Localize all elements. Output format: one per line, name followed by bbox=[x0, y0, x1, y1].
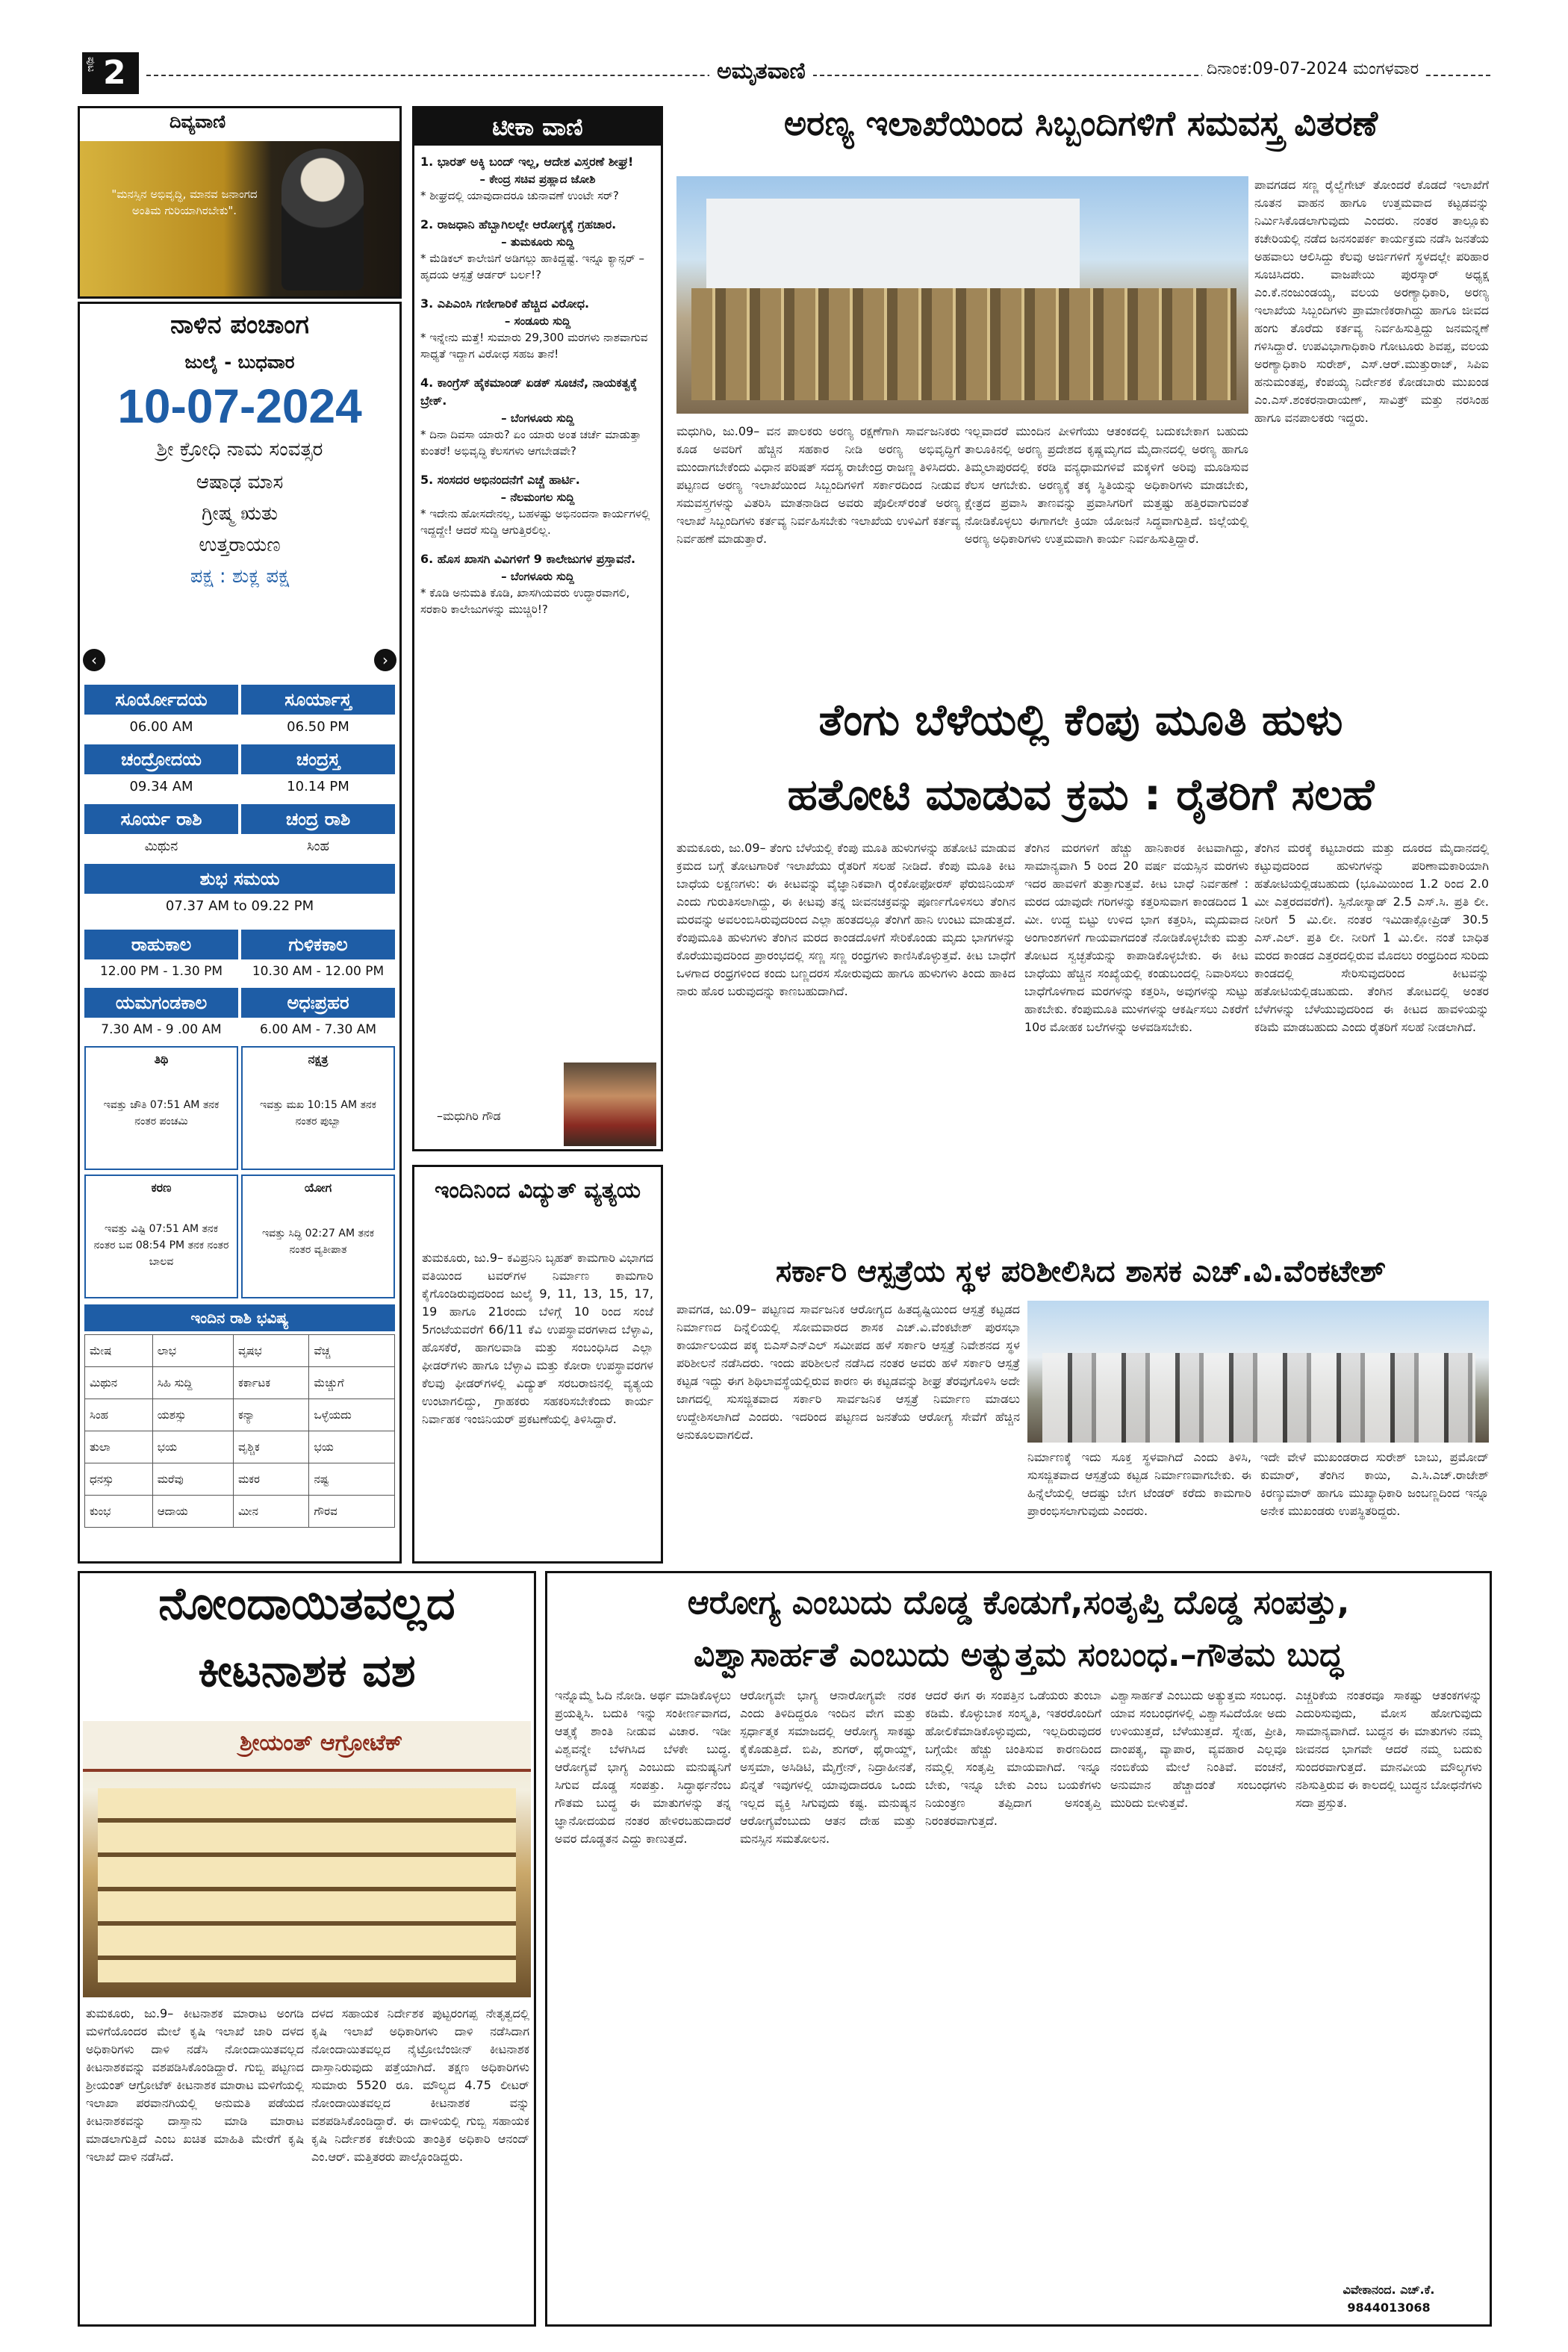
yoga-box bbox=[241, 1175, 395, 1298]
karana-box bbox=[84, 1175, 238, 1298]
coconut-headline-2: ಹತೋಟಿ ಮಾಡುವ ಕ್ರಮ : ರೈತರಿಗೆ ಸಲಹೆ bbox=[787, 769, 1375, 820]
tika-item-headline: 2. ರಾಜಧಾನಿ ಹೆಬ್ಬಾಗಿಲಲ್ಲೇ ಆರೋಗ್ಯಕ್ಕೆ ಗ್ರಹಚಾರ. bbox=[420, 217, 617, 231]
tika-item bbox=[420, 295, 655, 362]
tika-title: ಟೀಕಾ ವಾಣಿ bbox=[414, 108, 661, 146]
tika-item bbox=[420, 471, 655, 538]
buddha-headline-1: ಆರೋಗ್ಯ ಎಂಬುದು ದೊಡ್ಡ ಕೊಡುಗೆ,ಸಂತೃಪ್ತಿ ದೊಡ್ಡ ಸಂಪತ್ತು, bbox=[687, 1584, 1350, 1622]
tithi-value: ಇವತ್ತು ಚೌತಿ 07:51 AM ತನಕ ನಂತರ ಪಂಚಮಿ bbox=[103, 1099, 220, 1127]
rashi-row bbox=[85, 1496, 395, 1528]
hospital-col-3: ಇದೇ ವೇಳೆ ಮುಖಂಡರಾದ ಸುರೇಶ್ ಬಾಬು, ಪ್ರಮೋದ್ ಕುಮಾರ್, ತೆಂಗಿನ ಕಾಯಿ, ಎ.ಸಿ.ಎಚ್.ರಾಜೇಶ್ ಕಿರಣ್ಕುಮಾರ್ ಹಾಗೂ ಮುಖ್ಯಾಧಿಕಾರಿ ಜಂಬಣ್ಣದಿಂದ ಇನ್ನೂ ಅನೇಕ ಮುಖಂಡರು ಉಪಸ್ಥಿತರಿದ್ದರು. bbox=[1260, 1450, 1489, 1518]
rahukala-label: ರಾಹುಕಾಲ bbox=[84, 930, 238, 959]
chandra-rashi-label: ಚಂದ್ರ ರಾಶಿ bbox=[241, 804, 395, 834]
rashi-prediction: ನಷ್ಟ bbox=[309, 1463, 395, 1496]
forest-photo bbox=[676, 176, 1248, 414]
buddha-col-1: ಇನ್ನೊಮ್ಮೆ ಓದಿ ನೋಡಿ. ಅರ್ಥ ಮಾಡಿಕೊಳ್ಳಲು ಪ್ರಯತ್ನಿಸಿ. ಬದುಕಿ ಇನ್ನು ಸಂಕೀರ್ಣವಾಗದ, ಆತ್ಮಕ್ಕೆ ಶಾಂತಿ ನೀಡುವ ವಿಚಾರ. ಇಡೀ ವಿಶ್ವವನ್ನೇ ಬೆಳಗಿಸಿದ ಬೆಳಕೇ ಬುದ್ಧ. ಆರೋಗ್ಯವೆ ಭಾಗ್ಯ ಎಂಬುದು ಮನುಷ್ಯನಿಗೆ ಸಿಗುವ ದೊಡ್ಡ ಸಂಪತ್ತು. ಸಿದ್ಧಾರ್ಥನೆಂಬ ಗೌತಮ ಬುದ್ಧ ಈ ಮಾತುಗಳನ್ನು ತನ್ನ ಜ್ಞಾನೋದಯದ ನಂತರ ಹೇಳಿರಬಹುದಾದರೆ ಅವರ ದೊಡ್ಡತನ ಎದ್ದು ಕಾಣುತ್ತದೆ. bbox=[555, 1688, 731, 1846]
rashi-name: ಕನ್ಯಾ bbox=[233, 1399, 309, 1431]
hospital-people bbox=[1042, 1353, 1475, 1443]
forest-right-col: ಪಾವಗಡದ ಸಣ್ಣ ರೈಲ್ವೆಗೇಟ್ ತೋಂದರೆ ಕೊಡದೆ ಇಲಾಖೆಗೆ ನೂತನ ವಾಹನ ಹಾಗೂ ಉತ್ತಮವಾದ ಕಟ್ಟಡವನ್ನು ನಿರ್ಮಿಸಿಕೊಡಲಾಗುವುದು ಎಂದರು. ನಂತರ ತಾಲ್ಲೂಕು ಕಚೇರಿಯಲ್ಲಿ ನಡೆದ ಜನಸಂಪರ್ಕ ಕಾರ್ಯಕ್ರಮ ನಡೆಸಿ ಜನತೆಯ ಅಹವಾಲು ಆಲಿಸಿದ್ದು ಕೆಲವು ಅರ್ಜಿಗಳಿಗೆ ಸ್ಥಳದಲ್ಲೇ ಪರಿಹಾರ ಸೂಚಿಸಿದರು. ವಾಜಪೇಯಿ ಪುರಸ್ಕಾರ್ ಅಧ್ಯಕ್ಷ ಎಂ.ಕೆ.ನಂಜುಂಡಯ್ಯ, ವಲಯ ಅರಣ್ಯಾಧಿಕಾರಿ, ಅರಣ್ಯ ಇಲಾಖೆಯ ಸಿಬ್ಬಂದಿಗಳು ಪ್ರಾಮಾಣಿಕರಾಗಿದ್ದು ಹಾಗೂ ಜೀವದ ಹಂಗು ತೊರೆದು ಕರ್ತವ್ಯ ನಿರ್ವಹಿಸುತ್ತಿದ್ದು ಜನಮನ್ನಣೆ ಗಳಿಸಿದ್ದಾರೆ. ಉಪವಿಭಾಗಾಧಿಕಾರಿ ಗೋಟೂರು ಶಿವಪ್ಪ, ವಲಯ ಅರಣ್ಯಾಧಿಕಾರಿ ಸುರೇಶ್, ಎಸ್.ಆರ್.ಮುತ್ತುರಾಜ್, ಸಿಪಿಐ ಹನುಮಂತಪ್ಪ, ಕೆಂಪಯ್ಯ ನಿರ್ದೇಶಕ ಕೋಡಬಾರು ಮುಖಂಡ ಎಂ.ಎಸ್.ಶಂಕರನಾರಾಯಣ್, ಸಾವಿತ್ರ್ ಮತ್ತು ನರಸಿಂಹ ಹಾಗೂ ವನಪಾಲಕರು ಇದ್ದರು. bbox=[1254, 178, 1489, 425]
power-box bbox=[412, 1165, 663, 1564]
rashi-name: ಮಿಥುನ bbox=[85, 1367, 153, 1399]
divyavani-quote: "ಮನಸ್ಸಿನ ಅಭಿವೃದ್ಧಿ, ಮಾನವ ಜನಾಂಗದ ಅಂತಿಮ ಗುರಿಯಾಗಿರಬೇಕು". bbox=[111, 187, 258, 217]
masthead: ಅಮೃತವಾಣಿ bbox=[709, 58, 813, 84]
rashi-prediction: ಭಯ bbox=[309, 1431, 395, 1463]
rashi-prediction: ಗೌರವ bbox=[309, 1496, 395, 1528]
moonset-value: 10.14 PM bbox=[287, 779, 349, 794]
issue-date: ದಿನಾಂಕ:09-07-2024 ಮಂಗಳವಾರ bbox=[1202, 60, 1423, 78]
tika-item-comment: * ಶೀಘ್ರದಲ್ಲಿ ಯಾವುದಾದರೂ ಚುನಾವಣೆ ಉಂಟೇ ಸರ್? bbox=[420, 189, 619, 202]
pesticide-headline-1: ನೋಂದಾಯಿತವಲ್ಲದ bbox=[158, 1578, 455, 1630]
sunrise-value: 06.00 AM bbox=[129, 719, 193, 735]
panchanga-box bbox=[78, 302, 402, 1564]
panchanga-title: ನಾಳಿನ ಪಂಚಾಂಗ bbox=[170, 310, 309, 340]
tika-item-source: – ಬೆಂಗಳೂರು ಸುದ್ದಿ bbox=[501, 411, 574, 425]
tika-item-comment: * ಇದೇನು ಹೋಸದೇನಲ್ಲ, ಬಹಳಷ್ಟು ಅಭಿನಂದನಾ ಕಾರ್ಯಗಳಲ್ಲಿ ಇದ್ದದ್ದೇ! ಆದರೆ ಸುದ್ದಿ ಆಗುತ್ತಿರಲಿಲ್ಲ. bbox=[420, 507, 650, 537]
tithi-box bbox=[84, 1046, 238, 1170]
pesticide-box bbox=[78, 1571, 536, 2327]
sunrise-label: ಸೂರ್ಯೋದಯ bbox=[84, 685, 238, 715]
tika-item bbox=[420, 550, 655, 617]
gulikakala-label: ಗುಳಿಕಕಾಲ bbox=[241, 930, 395, 959]
rashi-prediction: ಯಶಸ್ಸು bbox=[152, 1399, 233, 1431]
buddha-box bbox=[545, 1571, 1492, 2327]
buddha-col-2: ಆರೋಗ್ಯವೇ ಭಾಗ್ಯ ಆನಾರೋಗ್ಯವೇ ನರಕ ಎಂದು ತಿಳಿದಿದ್ದರೂ ಇಂದಿನ ವೇಗ ಮತ್ತು ಸ್ಪರ್ಧಾತ್ಮಕ ಸಮಾಜದಲ್ಲಿ ಆರೋಗ್ಯ ಸಾಕಷ್ಟು ಕೈಕೊಡುತ್ತಿದೆ. ಬಿಪಿ, ಶುಗರ್, ಥೈರಾಯ್ಡ್, ಅಸ್ತಮಾ, ಅಸಿಡಿಟಿ, ಮೈಗ್ರೇನ್, ನಿದ್ರಾಹೀನತೆ, ಖಿನ್ನತೆ ಇವುಗಳಲ್ಲಿ ಯಾವುದಾದರೂ ಒಂದು ಇಲ್ಲದ ವ್ಯಕ್ತಿ ಸಿಗುವುದು ಕಷ್ಟ. ಮನುಷ್ಯನ ಆರೋಗ್ಯವೆಂಬುದು ಆತನ ದೇಹ ಮತ್ತು ಮನಸ್ಸಿನ ಸಮತೋಲನ. bbox=[740, 1688, 916, 1846]
hospital-col-1: ಪಾವಗಡ, ಜು.09– ಪಟ್ಟಣದ ಸಾರ್ವಜನಿಕ ಆರೋಗ್ಯದ ಹಿತದೃಷ್ಟಿಯಿಂದ ಆಸ್ಪತ್ರೆ ಕಟ್ಟಡದ ನಿರ್ಮಾಣದ ದಿನ್ನೆಲಿಯಲ್ಲಿ ಸೋಮವಾರದ ಶಾಸಕ ಎಚ್.ವಿ.ವೆಂಕಟೇಶ್ ಪುರಸಭಾ ಕಾರ್ಯಾಲಯದ ಪಕ್ಕ ಬಿಎಸ್‌ಎನ್‌ಎಲ್ ಸಮೀಪದ ಹಳೆ ಸರ್ಕಾರಿ ಆಸ್ಪತ್ರೆ ನಿವೇಶನದ ಸ್ಥಳ ಪರಿಶೀಲನೆ ನಡೆಸಿದರು. ಇಂದು ಪರಿಶೀಲನೆ ನಡೆಸಿದ ನಂತರ ಅವರು ಹಳೆ ಸರ್ಕಾರಿ ಆಸ್ಪತ್ರೆ ಕಟ್ಟಡ ಇದ್ದು ಈಗ ಶಿಥಿಲಾವಸ್ಥೆಯಲ್ಲಿರುವ ಕಾರಣ ಈ ಕಟ್ಟಡವನ್ನು ಶೀಘ್ರ ತೆರವುಗೊಳಿಸಿ ಅದೇ ಜಾಗದಲ್ಲಿ ಸುಸಜ್ಜಿತವಾದ ಸರ್ಕಾರಿ ಸಾರ್ವಜನಿಕ ಆಸ್ಪತ್ರೆ ನಿರ್ಮಾಣ ಮಾಡಲು ಉದ್ದೇಶಿಸಲಾಗಿದೆ ಎಂದರು. ಇದರಿಂದ ಪಟ್ಟಣದ ಜನತೆಯ ಆರೋಗ್ಯ ಸೇವೆಗೆ ಹೆಚ್ಚಿನ ಅನುಕೂಲವಾಗಲಿದೆ. bbox=[676, 1302, 1020, 1442]
pesticide-col-1: ತುಮಕೂರು, ಜು.9– ಕೀಟನಾಶಕ ಮಾರಾಟ ಅಂಗಡಿ ಮಳಿಗೆಯೊಂದರ ಮೇಲೆ ಕೃಷಿ ಇಲಾಖೆ ಜಾರಿ ದಳದ ಅಧಿಕಾರಿಗಳು ದಾಳಿ ನಡೆಸಿ ನೋಂದಾಯಿತವಲ್ಲದ ಕೀಟನಾಶಕವನ್ನು ವಶಪಡಿಸಿಕೊಂಡಿದ್ದಾರೆ. ಗುಬ್ಬಿ ಪಟ್ಟಣದ ಶ್ರೀಯಂತ್ ಆಗ್ರೋಟೆಕ್ ಕೀಟನಾಶಕ ಮಾರಾಟ ಮಳಿಗೆಯಲ್ಲಿ ಇಲಾಖಾ ಪರವಾನಗಿಯಲ್ಲಿ ಅನುಮತಿ ಪಡೆಯದ ಕೀಟನಾಶಕವನ್ನು ದಾಸ್ತಾನು ಮಾಡಿ ಮಾರಾಟ ಮಾಡಲಾಗುತ್ತಿದೆ ಎಂಬ ಖಚಿತ ಮಾಹಿತಿ ಮೇರೆಗೆ ಕೃಷಿ ಇಲಾಖೆ ದಾಳಿ ನಡೆಸಿದೆ. bbox=[86, 2006, 304, 2164]
paksha: ಪಕ್ಷ : ಶುಕ್ಲ ಪಕ್ಷ bbox=[190, 565, 290, 588]
power-headline: ಇಂದಿನಿಂದ ವಿದ್ಯುತ್ ವ್ಯತ್ಯಯ bbox=[434, 1177, 641, 1204]
rashi-prediction: ಒಳ್ಳೆಯದು bbox=[309, 1399, 395, 1431]
rashi-prediction: ಲಾಭ bbox=[152, 1335, 233, 1367]
power-body: ತುಮಕೂರು, ಜು.9– ಕವಿಪ್ರನಿನಿ ಬೃಹತ್ ಕಾಮಗಾರಿ ವಿಭಾಗದ ವತಿಯಿಂದ ಟವರ್‌ಗಳ ನಿರ್ಮಾಣ ಕಾಮಗಾರಿ ಕೈಗೊಂಡಿರುವುದರಿಂದ ಜುಲೈ 9, 11, 13, 15, 17, 19 ಹಾಗೂ 21ರಂದು ಬೆಳಿಗ್ಗೆ 10 ರಿಂದ ಸಂಜೆ 5ಗಂಟೆಯವರೆಗೆ 66/11 ಕೆವಿ ಉಪಸ್ಥಾವರಗಳಾದ ಬೆಳ್ಳಾವಿ, ಹೊಸಕೆರೆ, ಹಾಗಲವಾಡಿ ಮತ್ತು ಸಂಬಂಧಿಸಿದ ಎಲ್ಲಾ ಫೀಡರ್‌ಗಳು ಹಾಗೂ ಬೆಳ್ಳಾವಿ ಮತ್ತು ಕೋರಾ ಉಪಸ್ಥಾವರಗಳ ಕೆಲವು ಫೀಡರ್‌ಗಳಲ್ಲಿ ವಿದ್ಯುತ್ ಸರಬರಾಜಿನಲ್ಲಿ ವ್ಯತ್ಯಯ ಉಂಟಾಗಲಿದ್ದು, ಗ್ರಾಹಕರು ಸಹಕರಿಸಬೇಕೆಂದು ಕಾರ್ಯ ನಿರ್ವಾಹಕ ಇಂಜಿನಿಯರ್ ಪ್ರಕಟಣೆಯಲ್ಲಿ ತಿಳಿಸಿದ್ದಾರೆ. bbox=[422, 1251, 653, 1426]
chandra-rashi-value: ಸಿಂಹ bbox=[306, 839, 329, 854]
buddha-headline-2: ವಿಶ್ವಾಸಾರ್ಹತೆ ಎಂಬುದು ಅತ್ಯುತ್ತಮ ಸಂಬಂಧ.–ಗೌತಮ ಬುದ್ಧ bbox=[693, 1636, 1344, 1674]
rahukala-value: 12.00 PM - 1.30 PM bbox=[99, 964, 223, 979]
rashi-title: ಇಂದಿನ ರಾಶಿ ಭವಿಷ್ಯ bbox=[84, 1304, 395, 1331]
next-arrow-icon[interactable]: › bbox=[374, 649, 396, 671]
divyavani-title: ದಿವ್ಯವಾಣಿ bbox=[169, 111, 226, 132]
shubha-value: 07.37 AM to 09.22 PM bbox=[165, 898, 314, 914]
tika-item bbox=[420, 216, 655, 283]
rashi-row bbox=[85, 1335, 395, 1367]
adhahprahara-value: 6.00 AM - 7.30 AM bbox=[259, 1022, 377, 1037]
moonrise-label: ಚಂದ್ರೋದಯ bbox=[84, 744, 238, 774]
tika-box bbox=[412, 106, 663, 1151]
rashi-name: ಸಿಂಹ bbox=[85, 1399, 153, 1431]
tika-list bbox=[420, 153, 655, 629]
yamaganda-value: 7.30 AM - 9 .00 AM bbox=[101, 1022, 222, 1037]
ayana: ಉತ್ತರಾಯಣ bbox=[199, 534, 281, 556]
adhahprahara-label: ಅಧಃಪ್ರಹರ bbox=[241, 988, 395, 1018]
rashi-name: ಮೀನ bbox=[233, 1496, 309, 1528]
buddha-col-5: ಎಚ್ಚರಿಕೆಯ ನಂತರವೂ ಸಾಕಷ್ಟು ಆತಂಕಗಳನ್ನು ಎದುರಿಸುವುದು, ಮೋಸ ಹೋಗುವುದು ಸಾಮಾನ್ಯವಾಗಿದೆ. ಬುದ್ಧನ ಈ ಮಾತುಗಳು ನಮ್ಮ ಜೀವನದ ಭಾಗವೇ ಆದರೆ ನಮ್ಮ ಬದುಕು ಸುಂದರವಾಗುತ್ತದೆ. ಮಾನವೀಯ ಮೌಲ್ಯಗಳು ನಶಿಸುತ್ತಿರುವ ಈ ಕಾಲದಲ್ಲಿ ಬುದ್ಧನ ಬೋಧನೆಗಳು ಸದಾ ಪ್ರಸ್ತುತ. bbox=[1295, 1688, 1482, 1810]
rashi-name: ಧನಸ್ಸು bbox=[85, 1463, 153, 1496]
tika-item-headline: 5. ಸಂಸದರ ಅಭಿನಂದನೆಗೆ ಎಚ್ಚೆ ಹಾರ್ಟಿ. bbox=[420, 473, 580, 487]
rashi-name: ವೃಷಭ bbox=[233, 1335, 309, 1367]
shubha-label: ಶುಭ ಸಮಯ bbox=[84, 864, 395, 894]
karana-value: ಇವತ್ತು ವಿಷ್ಟಿ 07:51 AM ತನಕ ನಂತರ ಬವ 08:54 PM ತನಕ ನಂತರ ಬಾಲವ bbox=[93, 1223, 229, 1268]
rashi-prediction: ಆದಾಯ bbox=[152, 1496, 233, 1528]
tika-item-headline: 3. ಎಪಿಎಂಸಿ ಗಣೀಗಾರಿಕೆ ಹೆಚ್ಚಿದ ವಿರೋಧ. bbox=[420, 296, 590, 311]
rashi-row bbox=[85, 1399, 395, 1431]
coconut-col-1: ತುಮಕೂರು, ಜು.09– ತೆಂಗು ಬೆಳೆಯಲ್ಲಿ ಕೆಂಪು ಮೂತಿ ಹುಳುಗಳನ್ನು ಹತೋಟಿ ಮಾಡುವ ಕ್ರಮದ ಬಗ್ಗೆ ತೋಟಗಾರಿಕೆ ಇಲಾಖೆಯು ರೈತರಿಗೆ ಸಲಹೆ ನೀಡಿದೆ. ಕೆಂಪು ಮೂತಿ ಕೀಟ ಬಾಧೆಯ ಲಕ್ಷಣಗಳು: ಈ ಕೀಟವನ್ನು ವೈಜ್ಞಾನಿಕವಾಗಿ ರೈಂಕೋಫೋರಸ್ ಫೆರುಜಿನಿಯಸ್ ಎಂದು ಗುರುತಿಸಲಾಗಿದ್ದು, ಈ ಕೀಟವು ತನ್ನ ಜೀವನಚಕ್ರವನ್ನು ಪೂರ್ಣಗೊಳಿಸಲು ತೆಂಗಿನ ಮರವನ್ನು ಅವಲಂಬಿಸಿರುವುದರಿಂದ ಎಲ್ಲಾ ಹಂತದಲ್ಲೂ ತೆಂಗಿಗೆ ಹಾನಿ ಉಂಟು ಮಾಡುತ್ತದೆ. ಕೆಂಪುಮೂತಿ ಹುಳುಗಳು ತೆಂಗಿನ ಮರದ ಕಾಂಡದೊಳಗೆ ಸೇರಿಕೊಂಡು ಮೃದು ಭಾಗಗಳನ್ನು ಕೊರೆಯುವುದರಿಂದ ಪ್ರಾರಂಭದಲ್ಲಿ ಸಣ್ಣ ಸಣ್ಣ ರಂಧ್ರಗಳು ಕಾಣಿಸಿಕೊಳ್ಳುತ್ತವೆ. ಕೀಟ ಬಾಧೆಗೆ ಒಳಗಾದ ರಂಧ್ರಗಳಿಂದ ಕಂದು ಬಣ್ಣದರಸ ಸೋರುವುದು ಹಾಗೂ ಹುಳುಗಳು ತಿಂದು ಹಾಕಿದ ನಾರು ಹೊರ ಬರುವುದನ್ನು ಕಾಣಬಹುದಾಗಿದೆ. bbox=[676, 841, 1015, 998]
tika-item-comment: * ಮೆಡಿಕಲ್ ಕಾಲೇಜಿಗೆ ಅಡಿಗಲ್ಲು ಹಾಕಿದ್ದಷ್ಟೆ. ಇನ್ನೂ ಕ್ಯಾನ್ಸರ್ – ಹೃದಯ ಆಸ್ಪತ್ರೆ ಆರ್ಡರ್ ಬರ್ಲ!? bbox=[420, 252, 645, 281]
gulikakala-value: 10.30 AM - 12.00 PM bbox=[252, 964, 385, 979]
rashi-prediction: ಮೆಚ್ಚುಗೆ bbox=[309, 1367, 395, 1399]
rashi-name: ವೃಶ್ಚಿಕ bbox=[233, 1431, 309, 1463]
tika-item-source: – ಬೆಂಗಳೂರು ಸುದ್ದಿ bbox=[501, 570, 574, 583]
rashi-name: ಮೇಷ bbox=[85, 1335, 153, 1367]
yoga-value: ಇವತ್ತು ಸಿದ್ಧಿ 02:27 AM ತನಕ ನಂತರ ವ್ಯತೀಪಾತ bbox=[261, 1228, 375, 1256]
forest-headline: ಅರಣ್ಯ ಇಲಾಖೆಯಿಂದ ಸಿಬ್ಬಂದಿಗಳಿಗೆ ಸಮವಸ್ತ್ರ ವಿತರಣೆ bbox=[783, 103, 1378, 143]
page-number: 2 bbox=[103, 54, 126, 92]
panchanga-date: 10-07-2024 bbox=[117, 379, 362, 433]
divyavani-box bbox=[78, 106, 402, 299]
divyavani-portrait bbox=[80, 141, 399, 296]
tika-item-comment: * ಕೊಡಿ ಅನುಮತಿ ಕೊಡಿ, ಖಾಸಗಿಯವರು ಉದ್ಧಾರವಾಗಲಿ, ಸರಕಾರಿ ಕಾಲೇಜುಗಳನ್ನು ಮುಚ್ಚಿರಿ!? bbox=[420, 586, 630, 616]
pesticide-col-2: ದಳದ ಸಹಾಯಕ ನಿರ್ದೇಶಕ ಪುಟ್ಟರಂಗಪ್ಪ ನೇತೃತ್ವದಲ್ಲಿ ಕೃಷಿ ಇಲಾಖೆ ಅಧಿಕಾರಿಗಳು ದಾಳಿ ನಡೆಸಿದಾಗ ನೋಂದಾಯಿತವಲ್ಲದ ನೈಟ್ರೋಬೆಂಜೀನ್ ಕೀಟನಾಶಕ ದಾಸ್ತಾನಿರುವುದು ಪತ್ತೆಯಾಗಿದೆ. ತಕ್ಷಣ ಅಧಿಕಾರಿಗಳು ಸುಮಾರು 5520 ರೂ. ಮೌಲ್ಯದ 4.75 ಲೀಟರ್ ನೋಂದಾಯಿತವಲ್ಲದ ಕೀಟನಾಶಕ ವನ್ನು ವಶಪಡಿಸಿಕೊಂಡಿದ್ದಾರೆ. ಈ ದಾಳಿಯಲ್ಲಿ ಗುಬ್ಬಿ ಸಹಾಯಕ ಕೃಷಿ ನಿರ್ದೇಶಕ ಕಚೇರಿಯ ತಾಂತ್ರಿಕ ಅಧಿಕಾರಿ ಆನಂದ್ ಎಂ.ಆರ್. ಮತ್ತಿತರರು ಪಾಲ್ಗೊಂಡಿದ್ದರು. bbox=[311, 2006, 529, 2164]
forest-col-2: ಇಲ್ಲವಾದರೆ ಮುಂದಿನ ಪೀಳಿಗೆಯು ಆತಂಕದಲ್ಲಿ ಬದುಕಬೇಕಾಗ ಬಹುದು ತಾಲೂಕಿನಲ್ಲಿ ಅರಣ್ಯ ಪ್ರದೇಶದ ಕೃಷ್ಣಮೃಗದ ಮೈದಾನದಲ್ಲಿ ಅರಣ್ಯ ಹಾಗೂ ತಿಮ್ಮಲಾಪುರದಲ್ಲಿ ಕರಡಿ ವನ್ಯಧಾಮಗಳಿವೆ ಮಕ್ಕಳಿಗೆ ಅರಿವು ಮೂಡಿಸುವ ಕೆಲಸ ಆಗಬೇಕು. ಅರಣ್ಯಕ್ಕೆ ತಕ್ಕ ಸ್ಥಿತಿಯನ್ನು ಅಧಿಕಾರಿಗಳು ಮಾಡಬೇಕು, ಕ್ಷೇತ್ರದ ಪ್ರವಾಸಿ ತಾಣವನ್ನು ಪ್ರವಾಸಿಗರಿಗೆ ಮತ್ತಷ್ಟು ಹತ್ತಿರವಾಗುವಂತೆ ನೋಡಿಕೊಳ್ಳಲು ಈಗಾಗಲೇ ಕ್ರಿಯಾ ಯೋಜನೆ ಸಿದ್ಧವಾಗುತ್ತಿದೆ. ಜಿಲ್ಲೆಯಲ್ಲಿ ಅರಣ್ಯ ಅಧಿಕಾರಿಗಳು ಉತ್ತಮವಾಗಿ ಕಾರ್ಯ ನಿರ್ವಹಿಸುತ್ತಿದ್ದಾರೆ. bbox=[965, 424, 1248, 546]
tika-item-headline: 1. ಭಾರತ್ ಅಕ್ಕಿ ಬಂದ್ ಇಲ್ಲ, ಆದೇಶ ವಿಸ್ತರಣೆ ಶೀಘ್ರ! bbox=[420, 155, 634, 169]
moonset-label: ಚಂದ್ರಸ್ತ bbox=[241, 744, 395, 774]
karana-label: ಕರಣ bbox=[151, 1180, 172, 1195]
surya-rashi-value: ಮಿಥುನ bbox=[144, 839, 178, 854]
shop-signboard bbox=[83, 1721, 531, 1772]
tika-item-source: – ಕೇಂದ್ರ ಸಚಿವ ಪ್ರಹ್ಲಾದ ಜೋಶಿ bbox=[479, 172, 596, 186]
forest-group bbox=[691, 288, 1236, 400]
pesticide-headline-2: ಕೀಟನಾಶಕ ವಶ bbox=[198, 1645, 416, 1697]
ritu: ಗ್ರೀಷ್ಮ ಋತು bbox=[202, 503, 278, 525]
rashi-prediction: ವೆಚ್ಚ bbox=[309, 1335, 395, 1367]
tika-item-source: – ಸಂಡೂರು ಸುದ್ದಿ bbox=[504, 314, 571, 328]
coconut-col-2: ತೆಂಗಿನ ಮರಗಳಿಗೆ ಹೆಚ್ಚು ಹಾನಿಕಾರಕ ಕೀಟವಾಗಿದ್ದು, ಸಾಮಾನ್ಯವಾಗಿ 5 ರಿಂದ 20 ವರ್ಷ ವಯಸ್ಸಿನ ಮರಗಳು ಇದರ ಹಾವಳಿಗೆ ತುತ್ತಾಗುತ್ತವೆ. ಕೀಟ ಬಾಧೆ ನಿರ್ವಹಣೆ : ಮರದ ಯಾವುದೇ ಗರಿಗಳನ್ನು ಕತ್ತರಿಸುವಾಗ ಕಾಂಡದಿಂದ 1 ಮೀ. ಉದ್ದ ಬಿಟ್ಟು ಉಳಿದ ಭಾಗ ಕತ್ತರಿಸಿ, ಮೃದುವಾದ ಅಂಗಾಂಶಗಳಿಗೆ ಗಾಯವಾಗದಂತೆ ನೋಡಿಕೊಳ್ಳಬೇಕು ಮತ್ತು ತೋಟದ ಸ್ವಚ್ಛತೆಯನ್ನು ಕಾಪಾಡಿಕೊಳ್ಳಬೇಕು. ಈ ಕೀಟ ಬಾಧೆಯು ಹೆಚ್ಚಿನ ಸಂಖ್ಯೆಯಲ್ಲಿ ಕಂಡುಬಂದಲ್ಲಿ ನಿವಾರಿಸಲು ಬಾಧೆಗೊಳಗಾದ ಮರಗಳನ್ನು ಕತ್ತರಿಸಿ, ಅವುಗಳನ್ನು ಸುಟ್ಟು ಹಾಕಬೇಕು. ಕೆಂಪುಮೂತಿ ಮುಳಗಳನ್ನು ಆಕರ್ಷಿಸಲು ಎಕರೆಗೆ 10ರ ಮೋಹಕ ಬಲೆಗಳನ್ನು ಅಳವಡಿಸಬೇಕು. bbox=[1024, 841, 1248, 1034]
rashi-row bbox=[85, 1463, 395, 1496]
rashi-prediction: ಸಿಹಿ ಸುದ್ದಿ bbox=[152, 1367, 233, 1399]
rashi-row bbox=[85, 1367, 395, 1399]
nakshatra-label: ನಕ್ಷತ್ರ bbox=[308, 1052, 329, 1066]
tithi-label: ತಿಥಿ bbox=[154, 1052, 169, 1066]
tika-item-source: – ನೆಲಮಂಗಲ ಸುದ್ದಿ bbox=[500, 491, 575, 504]
coconut-col-3: ತೆಂಗಿನ ಮರಕ್ಕೆ ಕಟ್ಟಬಾರದು ಮತ್ತು ದೂರದ ಮೈದಾನದಲ್ಲಿ ಕಟ್ಟುವುದರಿಂದ ಹುಳುಗಳನ್ನು ಪರಿಣಾಮಕಾರಿಯಾಗಿ ಹತೋಟಿಯಲ್ಲಿಡಬಹುದು (ಭೂಮಿಯಿಂದ 1.2 ರಿಂದ 2.0 ಮೀ ಎತ್ತರದವರೆಗೆ). ಸ್ಪಿನೋಸ್ಯಾಡ್ 2.5 ಎಸ್.ಸಿ. ಪ್ರತಿ ಲೀ. ನೀರಿಗೆ 5 ಮಿ.ಲೀ. ನಂತರ ಇಮಿಡಾಕ್ಲೋಪ್ರಿಡ್ 30.5 ಎಸ್.ಎಲ್. ಪ್ರತಿ ಲೀ. ನೀರಿಗೆ 1 ಮಿ.ಲೀ. ನಂತೆ ಬಾಧಿತ ಮರದ ಕಾಂಡದ ಎತ್ತರದಲ್ಲಿರುವ ಮೊದಲು ರಂಧ್ರದಿಂದ ಸುರಿದು ಕಾಂಡದಲ್ಲಿ ಸೇರಿಸುವುದರಿಂದ ಕೀಟವನ್ನು ಹತೋಟಿಯಲ್ಲಿಡಬಹುದು. ತೆಂಗಿನ ತೋಟದಲ್ಲಿ ಅಂತರ ಬೆಳೆಗಳನ್ನು ಬೆಳೆಯುವುದರಿಂದ ಈ ಕೀಟದ ಹಾವಳಿಯನ್ನು ಕಡಿಮೆ ಮಾಡಬಹುದು ಎಂದು ರೈತರಿಗೆ ಸಲಹೆ ನೀಡಲಾಗಿದೆ. bbox=[1254, 841, 1489, 1034]
prev-arrow-icon[interactable]: ‹ bbox=[83, 649, 105, 671]
coconut-headline-1: ತೆಂಗು ಬೆಳೆಯಲ್ಲಿ ಕೆಂಪು ಮೂತಿ ಹುಳು bbox=[818, 694, 1343, 745]
yoga-label: ಯೋಗ bbox=[304, 1180, 332, 1195]
page-label: ಪುಟ bbox=[85, 57, 97, 72]
tika-byline: –ಮಧುಗಿರಿ ಗೌಡ bbox=[437, 1109, 501, 1123]
hospital-photo bbox=[1027, 1301, 1489, 1443]
nakshatra-value: ಇವತ್ತು ಮಖ 10:15 AM ತನಕ ನಂತರ ಪುಬ್ಬಾ bbox=[260, 1099, 376, 1127]
masa: ಆಷಾಢ ಮಾಸ bbox=[196, 471, 284, 494]
shop-photo bbox=[83, 1721, 531, 1997]
rashi-name: ಮಕರ bbox=[233, 1463, 309, 1496]
tika-item-comment: * ದಿನಾ ದಿವಸಾ ಯಾರು? ಏಂ ಯಾರು ಅಂತ ಚರ್ಚೆ ಮಾಡುತ್ತಾ ಕುಂತರೆ! ಅಭಿವೃದ್ಧಿ ಕೆಲಸಗಳು ಆಗಬೇಡವೇ? bbox=[420, 428, 641, 458]
buddha-author: ವಿವೇಕಾನಂದ. ಎಚ್.ಕೆ. bbox=[1343, 2283, 1435, 2297]
shop-sign-text: ಶ್ರೀಯಂತ್ ಆಗ್ರೋಟೆಕ್ bbox=[240, 1730, 403, 1756]
rashi-prediction: ಭಯ bbox=[152, 1431, 233, 1463]
rashi-prediction: ಮರೆವು bbox=[152, 1463, 233, 1496]
yamaganda-label: ಯಮಗಂಡಕಾಲ bbox=[84, 988, 238, 1018]
tika-item-headline: 6. ಹೊಸ ಖಾಸಗಿ ವಿವಿಗಳಿಗೆ 9 ಕಾಲೇಜುಗಳ ಪ್ರಸ್ತಾವನೆ. bbox=[420, 552, 636, 566]
portrait-figure bbox=[281, 149, 364, 290]
tika-item bbox=[420, 153, 655, 204]
forest-col-1: ಮಧುಗಿರಿ, ಜು.09– ವನ ಪಾಲಕರು ಅರಣ್ಯ ರಕ್ಷಣೆಗಾಗಿ ಸಾರ್ವಜನಿಕರು ಕೂಡ ಅವರಿಗೆ ಹೆಚ್ಚಿನ ಸಹಕಾರ ನೀಡಿ ಅರಣ್ಯ ಅಭಿವೃದ್ಧಿಗೆ ಮುಂದಾಗಬೇಕೆಂದು ವಿಧಾನ ಪರಿಷತ್ ಸದಸ್ಯ ರಾಜೇಂದ್ರ ರಾಜಣ್ಣ ತಿಳಿಸಿದರು. ಪಟ್ಟಣದ ಅರಣ್ಯ ಇಲಾಖೆಯಿಂದ ಸಿಬ್ಬಂದಿಗಳಿಗೆ ಸರ್ಕಾರದಿಂದ ನೀಡುವ ಸಮವಸ್ತ್ರಗಳನ್ನು ವಿತರಿಸಿ ಮಾತನಾಡಿದ ಅವರು ಪೊಲೀಸ್‌ರಂತೆ ಅರಣ್ಯ ಇಲಾಖೆ ಸಿಬ್ಬಂದಿಗಳು ಕರ್ತವ್ಯ ನಿರ್ವಹಿಸಬೇಕು ಇಲಾಖೆಯ ಉಳಿವಿಗೆ ಕರ್ತವ್ಯ ನಿರ್ವಹಣೆ ಮಾಡುತ್ತಾರೆ. bbox=[676, 424, 960, 546]
rashi-name: ಕುಂಭ bbox=[85, 1496, 153, 1528]
rashi-name: ಕರ್ಕಾಟಕ bbox=[233, 1367, 309, 1399]
surya-rashi-label: ಸೂರ್ಯ ರಾಶಿ bbox=[84, 804, 238, 834]
sunset-label: ಸೂರ್ಯಾಸ್ತ bbox=[241, 685, 395, 715]
tika-item-headline: 4. ಕಾಂಗ್ರೆಸ್ ಹೈಕಮಾಂಡ್ ಏಡಕ್ ಸೂಚನೆ, ನಾಯಕತ್ವಕ್ಕೆ ಬ್ರೇಕ್. bbox=[420, 376, 638, 408]
samvatsara: ಶ್ರೀ ಕ್ರೋಧಿ ನಾಮ ಸಂವತ್ಸರ bbox=[156, 438, 323, 461]
sunset-value: 06.50 PM bbox=[287, 719, 349, 735]
tika-item-comment: * ಇನ್ನೇನು ಮತ್ತೆ! ಸುಮಾರು 29,300 ಮರಗಳು ನಾಶವಾಗುವ ಸಾಧ್ಯತೆ ಇದ್ದಾಗ ವಿರೋಧ ಸಹಜ ತಾನೆ! bbox=[420, 331, 648, 361]
tika-item-source: – ತುಮಕೂರು ಸುದ್ದಿ bbox=[501, 235, 574, 249]
page-number-box bbox=[82, 52, 139, 94]
tika-item bbox=[420, 374, 655, 459]
panchanga-day: ಜುಲೈ - ಬುಧವಾರ bbox=[184, 352, 295, 373]
columnist-photo bbox=[564, 1063, 656, 1146]
shop-shelves bbox=[98, 1788, 516, 1982]
rashi-table bbox=[84, 1334, 395, 1528]
buddha-phone: 9844013068 bbox=[1347, 2300, 1431, 2315]
rashi-row bbox=[85, 1431, 395, 1463]
buddha-col-4: ವಿಶ್ವಾಸಾರ್ಹತೆ ಎಂಬುದು ಅತ್ಯುತ್ತಮ ಸಂಬಂಧ. ಯಾವ ಸಂಬಂಧಗಳಲ್ಲಿ ವಿಶ್ವಾಸವಿದೆಯೋ ಅದು ಉಳಿಯುತ್ತದೆ, ಬೆಳೆಯುತ್ತದೆ. ಸ್ನೇಹ, ಪ್ರೀತಿ, ದಾಂಪತ್ಯ, ವ್ಯಾಪಾರ, ವ್ಯವಹಾರ ಎಲ್ಲವೂ ನಂಬಿಕೆಯ ಮೇಲೆ ನಿಂತಿವೆ. ವಂಚನೆ, ಅನುಮಾನ ಹೆಚ್ಚಾದಂತೆ ಸಂಬಂಧಗಳು ಮುರಿದು ಬೀಳುತ್ತವೆ. bbox=[1110, 1688, 1287, 1810]
hospital-col-2: ನಿರ್ಮಾಣಕ್ಕೆ ಇದು ಸೂಕ್ತ ಸ್ಥಳವಾಗಿದೆ ಎಂದು ತಿಳಿಸಿ, ಸುಸಜ್ಜಿತವಾದ ಆಸ್ಪತ್ರೆಯ ಕಟ್ಟಡ ನಿರ್ಮಾಣವಾಗಬೇಕು. ಈ ಹಿನ್ನೆಲೆಯಲ್ಲಿ ಆದಷ್ಟು ಬೇಗ ಟೆಂಡರ್ ಕರೆದು ಕಾಮಗಾರಿ ಪ್ರಾರಂಭಿಸಲಾಗುವುದು ಎಂದರು. bbox=[1027, 1450, 1251, 1518]
hospital-headline: ಸರ್ಕಾರಿ ಆಸ್ಪತ್ರೆಯ ಸ್ಥಳ ಪರಿಶೀಲಿಸಿದ ಶಾಸಕ ಎಚ್.ವಿ.ವೆಂಕಟೇಶ್ bbox=[775, 1254, 1387, 1289]
nakshatra-box bbox=[241, 1046, 395, 1170]
moonrise-value: 09.34 AM bbox=[129, 779, 193, 794]
buddha-col-3: ಆದರೆ ಈಗ ಈ ಸಂಪತ್ತಿನ ಒಡೆಯರು ತುಂಬಾ ಕಡಿಮೆ. ಕೊಳ್ಳುಬಾಕ ಸಂಸ್ಕೃತಿ, ಇತರರೊಂದಿಗೆ ಹೋಲಿಕೆಮಾಡಿಕೊಳ್ಳುವುದು, ಇಲ್ಲದಿರುವುದರ ಬಗ್ಗೆಯೇ ಹೆಚ್ಚು ಚಿಂತಿಸುವ ಕಾರಣದಿಂದ ನಮ್ಮಲ್ಲಿ ಸಂತೃಪ್ತಿ ಮಾಯವಾಗಿದೆ. ಇನ್ನೂ ಬೇಕು, ಇನ್ನೂ ಬೇಕು ಎಂಬ ಬಯಕೆಗಳು ನಿಯಂತ್ರಣ ತಪ್ಪಿದಾಗ ಅಸಂತೃಪ್ತಿ ನಿರಂತರವಾಗುತ್ತದೆ. bbox=[925, 1688, 1101, 1828]
rashi-name: ತುಲಾ bbox=[85, 1431, 153, 1463]
